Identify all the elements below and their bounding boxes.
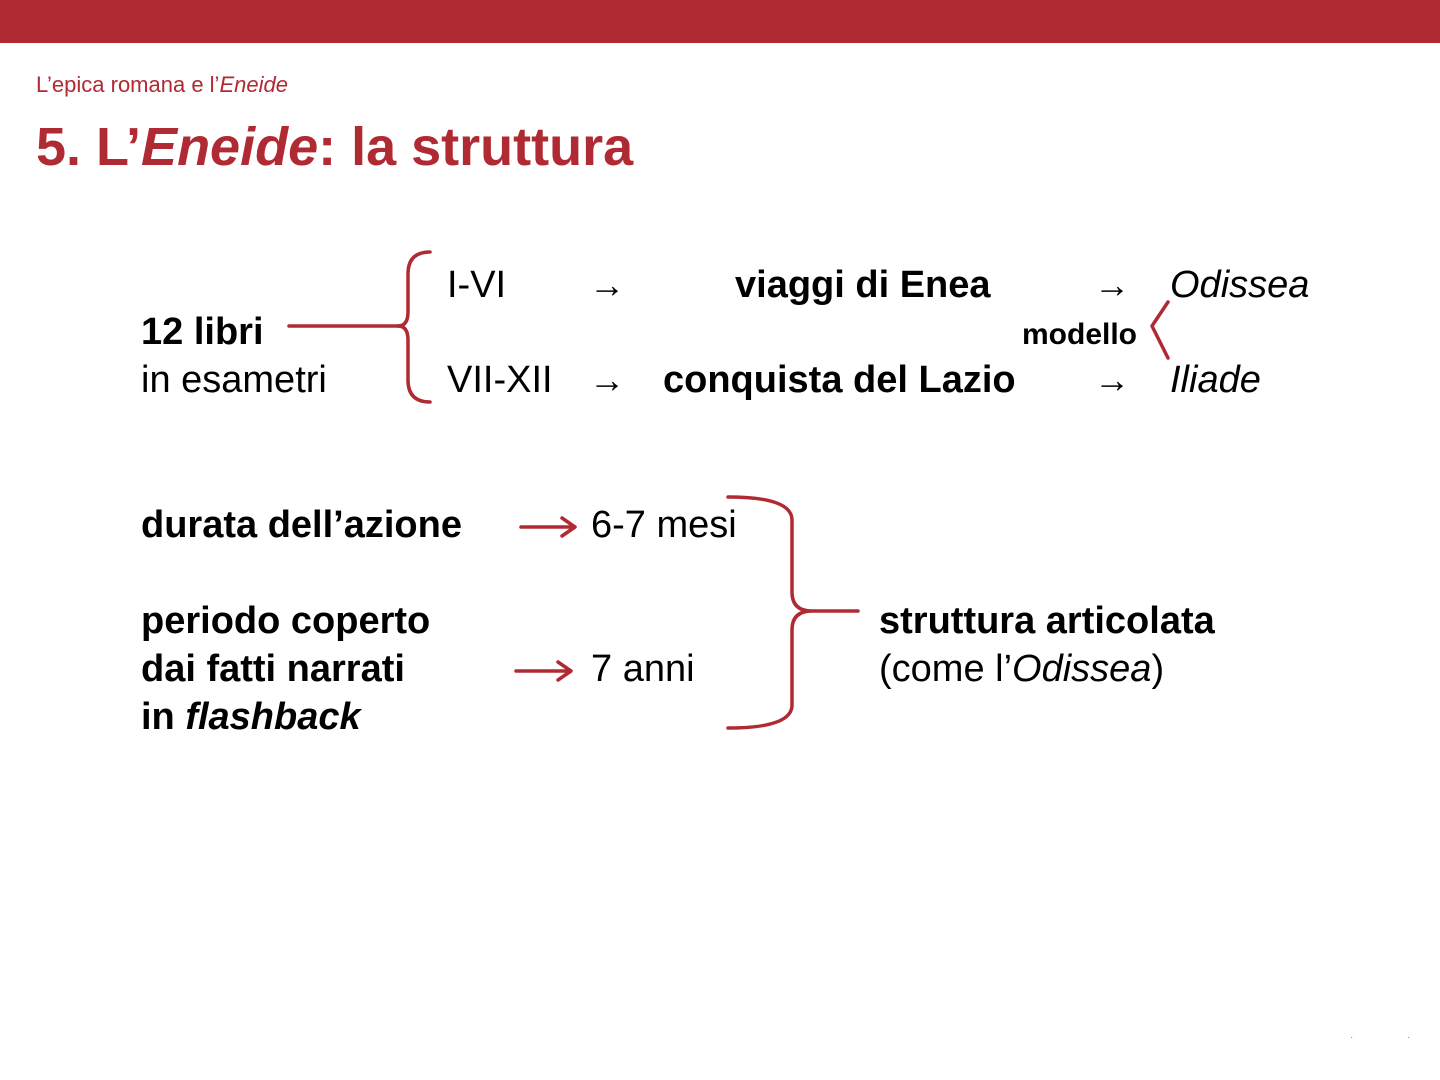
period-line3-text: in [141, 696, 186, 738]
model-iliade: Iliade [1170, 359, 1261, 401]
action-arrow [521, 518, 575, 536]
result-note-italic: Odissea [1012, 648, 1152, 690]
action-duration-label: durata dell’azione [141, 504, 462, 546]
period-label-line2: dai fatti narrati [141, 648, 405, 690]
books-brace [398, 252, 430, 402]
result-note [879, 646, 1164, 692]
breadcrumb-text: L’epica romana e l’ [36, 72, 220, 97]
result-note-close: ) [1151, 648, 1165, 690]
duration-brace [728, 497, 858, 728]
breadcrumb-italic: Eneide [219, 72, 288, 97]
part2-content: conquista del Lazio [663, 359, 1016, 401]
period-label-line3 [141, 694, 361, 740]
part2-model-arrow: → [1094, 359, 1130, 400]
page-title [36, 112, 633, 182]
period-value: 7 anni [591, 648, 695, 690]
period-arrow [516, 662, 571, 680]
period-label-line1: periodo coperto [141, 600, 431, 642]
footer-mark-right: · [1407, 1032, 1411, 1043]
breadcrumb [36, 71, 288, 99]
part2-arrow: → [589, 359, 625, 400]
result-label: struttura articolata [879, 600, 1215, 642]
footer-mark-left: · [1350, 1032, 1354, 1043]
books-meter: in esametri [141, 359, 327, 401]
model-label: modello [1022, 318, 1138, 351]
part1-arrow: → [589, 264, 625, 305]
title-italic: Eneide [141, 117, 319, 177]
result-note-open: (come l’ [879, 648, 1013, 690]
title-prefix: 5. L’ [36, 117, 142, 177]
books-count: 12 libri [141, 311, 264, 353]
model-odissea: Odissea [1170, 264, 1310, 306]
part1-model-arrow: → [1094, 264, 1130, 305]
part1-content: viaggi di Enea [735, 264, 991, 306]
model-bracket [1152, 302, 1168, 358]
part2-range: VII-XII [447, 359, 553, 401]
period-line3-italic: flashback [185, 696, 361, 738]
part1-range: I-VI [447, 264, 507, 306]
top-accent-bar [0, 0, 1440, 43]
title-suffix: : la struttura [318, 117, 634, 177]
action-duration-value: 6-7 mesi [591, 504, 737, 546]
